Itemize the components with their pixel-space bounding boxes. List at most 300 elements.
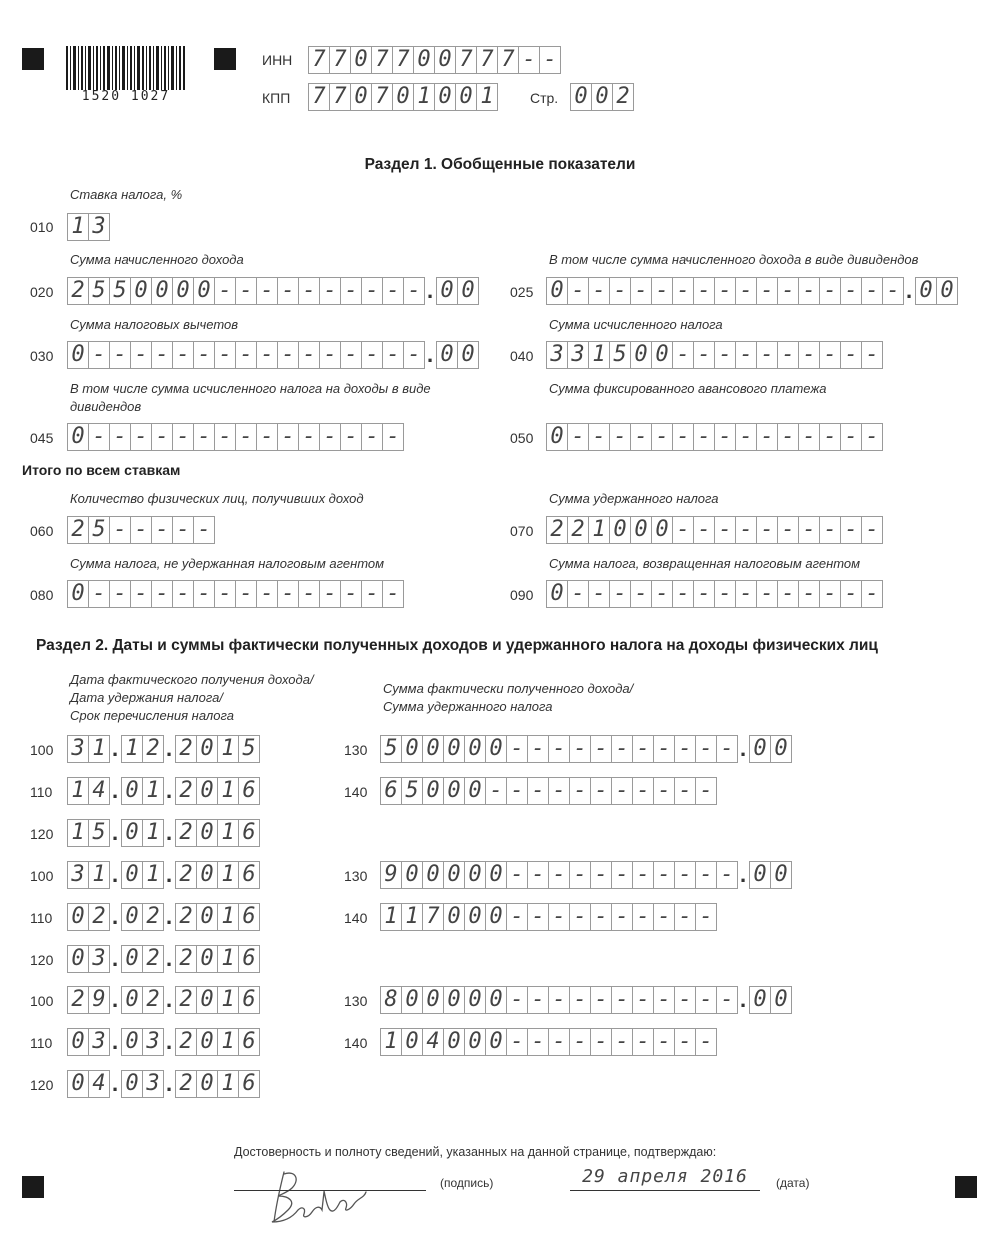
- char-cell: -: [630, 277, 652, 305]
- f040-code: 040: [510, 348, 534, 364]
- date-cell: 0: [196, 986, 218, 1014]
- date-cell: 2: [175, 945, 197, 973]
- kopeck-cell: 0: [457, 341, 479, 369]
- char-cell: 0: [464, 735, 486, 763]
- b1-income-date-field[interactable]: [67, 735, 259, 763]
- char-cell: -: [506, 986, 528, 1014]
- kpp-label: КПП: [262, 90, 291, 106]
- char-cell: 6: [380, 777, 402, 805]
- date-cell: 0: [196, 777, 218, 805]
- char-cell: -: [798, 516, 820, 544]
- char-cell: -: [193, 516, 215, 544]
- char-cell: 0: [401, 735, 423, 763]
- char-cell: 0: [546, 423, 568, 451]
- corner-marker-top-right: [214, 48, 236, 70]
- date-label: (дата): [776, 1176, 810, 1190]
- char-cell: -: [861, 580, 883, 608]
- char-cell: -: [214, 423, 236, 451]
- date-cell: 9: [88, 986, 110, 1014]
- date-cell: 6: [238, 986, 260, 1014]
- char-cell: -: [777, 341, 799, 369]
- char-cell: -: [235, 277, 257, 305]
- date-cell: 6: [238, 1028, 260, 1056]
- char-cell: -: [506, 777, 528, 805]
- char-cell: -: [382, 277, 404, 305]
- char-cell: -: [382, 341, 404, 369]
- char-cell: -: [130, 341, 152, 369]
- kpp-field[interactable]: [308, 83, 497, 111]
- date-cell: 6: [238, 945, 260, 973]
- char-cell: -: [840, 580, 862, 608]
- date-cell: 6: [238, 819, 260, 847]
- f025-dividends-field[interactable]: [546, 277, 957, 305]
- section2-left-caption-line3: Срок перечисления налога: [70, 708, 234, 723]
- b2-code-110: 110: [30, 910, 53, 926]
- char-cell: 1: [413, 83, 435, 111]
- separator-dot: .: [111, 1075, 119, 1096]
- char-cell: -: [672, 341, 694, 369]
- char-cell: -: [861, 423, 883, 451]
- char-cell: -: [798, 277, 820, 305]
- char-cell: -: [632, 903, 654, 931]
- char-cell: 0: [67, 580, 89, 608]
- char-cell: 5: [88, 516, 110, 544]
- char-cell: -: [840, 423, 862, 451]
- char-cell: -: [882, 277, 904, 305]
- page-number-field[interactable]: [570, 83, 633, 111]
- date-cell: 2: [142, 986, 164, 1014]
- separator-dot: .: [165, 824, 173, 845]
- char-cell: -: [609, 423, 631, 451]
- b1-transfer-date-field[interactable]: [67, 819, 259, 847]
- f060-code: 060: [30, 523, 54, 539]
- f060-caption: Количество физических лиц, получивших доход: [70, 491, 364, 506]
- char-cell: -: [653, 1028, 675, 1056]
- char-cell: 0: [401, 1028, 423, 1056]
- char-cell: 2: [67, 516, 89, 544]
- char-cell: -: [527, 903, 549, 931]
- date-cell: 0: [121, 986, 143, 1014]
- date-cell: 1: [217, 986, 239, 1014]
- f020-caption: Сумма начисленного дохода: [70, 252, 244, 267]
- char-cell: 5: [88, 277, 110, 305]
- section2-left-caption-line2: Дата удержания налога/: [70, 690, 223, 705]
- date-cell: 0: [196, 735, 218, 763]
- date-cell: 2: [175, 903, 197, 931]
- date-cell: 3: [67, 735, 89, 763]
- char-cell: -: [277, 580, 299, 608]
- separator-dot: .: [165, 1075, 173, 1096]
- date-cell: 1: [217, 1070, 239, 1098]
- char-cell: -: [798, 423, 820, 451]
- b2-income-date-field[interactable]: [67, 861, 259, 889]
- b3-code-130: 130: [344, 993, 368, 1009]
- char-cell: -: [403, 277, 425, 305]
- b3-income-amount-field[interactable]: [380, 986, 791, 1014]
- char-cell: -: [527, 1028, 549, 1056]
- kopeck-cell: 0: [749, 986, 771, 1014]
- date-cell: 1: [217, 777, 239, 805]
- char-cell: -: [256, 341, 278, 369]
- char-cell: -: [109, 516, 131, 544]
- char-cell: 0: [485, 735, 507, 763]
- signature-label: (подпись): [440, 1176, 494, 1190]
- char-cell: -: [819, 423, 841, 451]
- kopeck-cell: 0: [749, 861, 771, 889]
- char-cell: -: [716, 986, 738, 1014]
- char-cell: -: [172, 580, 194, 608]
- f070-code: 070: [510, 523, 534, 539]
- b3-transfer-date-field[interactable]: [67, 1070, 259, 1098]
- char-cell: -: [567, 277, 589, 305]
- char-cell: -: [756, 341, 778, 369]
- separator-dot: .: [111, 991, 119, 1012]
- date-cell: 2: [175, 735, 197, 763]
- char-cell: -: [819, 580, 841, 608]
- b2-tax-withheld-field[interactable]: [380, 903, 716, 931]
- char-cell: 8: [380, 986, 402, 1014]
- char-cell: 0: [67, 423, 89, 451]
- f070-tax-withheld-field[interactable]: [546, 516, 882, 544]
- char-cell: -: [672, 277, 694, 305]
- char-cell: -: [130, 516, 152, 544]
- char-cell: 0: [401, 861, 423, 889]
- date-cell: 2: [142, 903, 164, 931]
- f020-code: 020: [30, 284, 54, 300]
- char-cell: 0: [485, 861, 507, 889]
- signature-line: [234, 1190, 426, 1191]
- char-cell: -: [609, 277, 631, 305]
- char-cell: -: [588, 423, 610, 451]
- date-cell: 2: [142, 735, 164, 763]
- section2-title: Раздел 2. Даты и суммы фактически полученных доходов и удержанного налога на доходы физических лиц: [36, 637, 878, 654]
- separator-dot: .: [739, 866, 747, 887]
- f040-tax-calculated-field[interactable]: [546, 341, 882, 369]
- char-cell: 0: [401, 986, 423, 1014]
- char-cell: 0: [422, 777, 444, 805]
- date-cell: 1: [217, 1028, 239, 1056]
- date-cell: 6: [238, 1070, 260, 1098]
- f025-caption: В том числе сумма начисленного дохода в виде дивидендов: [549, 252, 919, 267]
- date-cell: 0: [121, 861, 143, 889]
- f070-caption: Сумма удержанного налога: [549, 491, 719, 506]
- b3-code-140: 140: [344, 1035, 368, 1051]
- char-cell: 0: [443, 1028, 465, 1056]
- char-cell: 0: [350, 46, 372, 74]
- char-cell: -: [361, 277, 383, 305]
- char-cell: -: [651, 423, 673, 451]
- char-cell: 1: [67, 213, 89, 241]
- char-cell: -: [861, 341, 883, 369]
- f040-caption: Сумма исчисленного налога: [549, 317, 723, 332]
- char-cell: -: [235, 580, 257, 608]
- char-cell: -: [611, 777, 633, 805]
- date-cell: 1: [217, 903, 239, 931]
- b1-income-amount-field[interactable]: [380, 735, 791, 763]
- kopeck-cell: 0: [749, 735, 771, 763]
- char-cell: -: [506, 903, 528, 931]
- char-cell: -: [340, 341, 362, 369]
- f090-code: 090: [510, 587, 534, 603]
- kopeck-cell: 0: [936, 277, 958, 305]
- date-cell: 1: [217, 735, 239, 763]
- date-cell: 6: [238, 777, 260, 805]
- date-cell: 2: [175, 986, 197, 1014]
- b2-code-120: 120: [30, 952, 54, 968]
- char-cell: -: [590, 986, 612, 1014]
- separator-dot: .: [165, 1033, 173, 1054]
- char-cell: -: [632, 1028, 654, 1056]
- separator-dot: .: [905, 282, 913, 303]
- char-cell: 0: [464, 1028, 486, 1056]
- char-cell: 0: [350, 83, 372, 111]
- f030-code: 030: [30, 348, 54, 364]
- char-cell: -: [319, 277, 341, 305]
- char-cell: 0: [651, 341, 673, 369]
- char-cell: -: [674, 777, 696, 805]
- date-cell: 0: [121, 903, 143, 931]
- b3-tax-withheld-field[interactable]: [380, 1028, 716, 1056]
- char-cell: -: [277, 423, 299, 451]
- separator-dot: .: [426, 346, 434, 367]
- date-cell: 2: [175, 819, 197, 847]
- date-cell: 3: [142, 1028, 164, 1056]
- char-cell: -: [527, 861, 549, 889]
- char-cell: 5: [380, 735, 402, 763]
- char-cell: -: [632, 777, 654, 805]
- b2-income-amount-field[interactable]: [380, 861, 791, 889]
- separator-dot: .: [111, 950, 119, 971]
- char-cell: -: [756, 277, 778, 305]
- char-cell: 0: [485, 1028, 507, 1056]
- char-cell: -: [193, 423, 215, 451]
- char-cell: 3: [88, 213, 110, 241]
- char-cell: -: [298, 423, 320, 451]
- kopeck-cell: 0: [436, 277, 458, 305]
- date-cell: 1: [142, 777, 164, 805]
- date-cell: 0: [121, 1028, 143, 1056]
- char-cell: 0: [422, 735, 444, 763]
- char-cell: -: [193, 341, 215, 369]
- b2-code-140: 140: [344, 910, 368, 926]
- char-cell: -: [518, 46, 540, 74]
- separator-dot: .: [739, 991, 747, 1012]
- char-cell: 2: [546, 516, 568, 544]
- char-cell: -: [172, 423, 194, 451]
- char-cell: -: [590, 1028, 612, 1056]
- char-cell: 0: [422, 986, 444, 1014]
- separator-dot: .: [111, 824, 119, 845]
- char-cell: -: [506, 735, 528, 763]
- char-cell: -: [590, 735, 612, 763]
- b2-withholding-date-field[interactable]: [67, 903, 259, 931]
- char-cell: -: [611, 986, 633, 1014]
- kopeck-cell: 0: [770, 735, 792, 763]
- char-cell: 1: [476, 83, 498, 111]
- char-cell: 0: [443, 735, 465, 763]
- char-cell: 0: [591, 83, 613, 111]
- char-cell: -: [798, 580, 820, 608]
- date-cell: 0: [121, 1070, 143, 1098]
- char-cell: -: [693, 516, 715, 544]
- char-cell: 7: [308, 46, 330, 74]
- f025-code: 025: [510, 284, 534, 300]
- char-cell: 1: [380, 1028, 402, 1056]
- date-cell: 3: [88, 1028, 110, 1056]
- date-cell: 6: [238, 903, 260, 931]
- char-cell: -: [214, 277, 236, 305]
- f060-persons-count-field[interactable]: [67, 516, 214, 544]
- b3-code-110: 110: [30, 1035, 53, 1051]
- char-cell: -: [506, 861, 528, 889]
- date-cell: 0: [196, 945, 218, 973]
- char-cell: -: [735, 277, 757, 305]
- f090-caption: Сумма налога, возвращенная налоговым агентом: [549, 556, 861, 571]
- char-cell: 7: [308, 83, 330, 111]
- kopeck-cell: 0: [436, 341, 458, 369]
- char-cell: -: [109, 341, 131, 369]
- char-cell: -: [653, 735, 675, 763]
- char-cell: -: [193, 580, 215, 608]
- f050-caption: Сумма фиксированного авансового платежа: [549, 381, 827, 396]
- char-cell: -: [235, 341, 257, 369]
- char-cell: -: [840, 341, 862, 369]
- b1-code-120: 120: [30, 826, 54, 842]
- char-cell: -: [840, 277, 862, 305]
- char-cell: 0: [443, 986, 465, 1014]
- date-cell: 2: [175, 1028, 197, 1056]
- char-cell: -: [588, 277, 610, 305]
- char-cell: -: [403, 341, 425, 369]
- inn-field[interactable]: [308, 46, 560, 74]
- char-cell: -: [590, 861, 612, 889]
- char-cell: 5: [401, 777, 423, 805]
- signing-date[interactable]: 29 апреля 2016: [582, 1166, 748, 1187]
- char-cell: 0: [609, 516, 631, 544]
- char-cell: -: [88, 341, 110, 369]
- char-cell: -: [777, 516, 799, 544]
- char-cell: 0: [434, 46, 456, 74]
- char-cell: -: [695, 861, 717, 889]
- char-cell: 0: [422, 861, 444, 889]
- char-cell: -: [588, 580, 610, 608]
- char-cell: -: [840, 516, 862, 544]
- section2-left-caption-line1: Дата фактического получения дохода/: [70, 672, 314, 687]
- char-cell: -: [88, 423, 110, 451]
- char-cell: -: [548, 735, 570, 763]
- inn-label: ИНН: [262, 52, 293, 68]
- f080-code: 080: [30, 587, 54, 603]
- char-cell: -: [569, 735, 591, 763]
- char-cell: -: [382, 580, 404, 608]
- char-cell: -: [630, 580, 652, 608]
- char-cell: -: [567, 423, 589, 451]
- char-cell: -: [256, 423, 278, 451]
- char-cell: -: [653, 777, 675, 805]
- char-cell: 5: [609, 341, 631, 369]
- char-cell: -: [151, 341, 173, 369]
- char-cell: -: [716, 861, 738, 889]
- char-cell: -: [548, 986, 570, 1014]
- b3-income-date-field[interactable]: [67, 986, 259, 1014]
- char-cell: -: [319, 580, 341, 608]
- f020-income-field[interactable]: [67, 277, 478, 305]
- char-cell: -: [235, 423, 257, 451]
- char-cell: 1: [401, 903, 423, 931]
- char-cell: -: [539, 46, 561, 74]
- char-cell: -: [506, 1028, 528, 1056]
- char-cell: -: [819, 277, 841, 305]
- f050-code: 050: [510, 430, 534, 446]
- corner-marker-bottom-right: [955, 1176, 977, 1198]
- b1-withholding-date-field[interactable]: [67, 777, 259, 805]
- char-cell: -: [485, 777, 507, 805]
- char-cell: -: [298, 580, 320, 608]
- separator-dot: .: [165, 908, 173, 929]
- b1-code-110: 110: [30, 784, 53, 800]
- date-cell: 0: [196, 903, 218, 931]
- f045-dividend-tax-field[interactable]: [67, 423, 403, 451]
- char-cell: 0: [443, 861, 465, 889]
- char-cell: 0: [464, 986, 486, 1014]
- char-cell: 7: [455, 46, 477, 74]
- char-cell: 5: [109, 277, 131, 305]
- char-cell: -: [548, 777, 570, 805]
- char-cell: -: [569, 777, 591, 805]
- char-cell: 0: [434, 83, 456, 111]
- char-cell: 0: [443, 777, 465, 805]
- b3-withholding-date-field[interactable]: [67, 1028, 259, 1056]
- char-cell: -: [714, 423, 736, 451]
- char-cell: -: [714, 341, 736, 369]
- f050-advance-payment-field[interactable]: [546, 423, 882, 451]
- char-cell: -: [88, 580, 110, 608]
- date-cell: 1: [88, 735, 110, 763]
- char-cell: -: [714, 516, 736, 544]
- date-cell: 2: [142, 945, 164, 973]
- char-cell: -: [695, 986, 717, 1014]
- barcode-number: 1520 1027: [64, 90, 188, 104]
- b1-tax-withheld-field[interactable]: [380, 777, 716, 805]
- char-cell: -: [569, 1028, 591, 1056]
- date-cell: 3: [67, 861, 89, 889]
- char-cell: 0: [485, 903, 507, 931]
- b1-code-130: 130: [344, 742, 368, 758]
- char-cell: -: [695, 777, 717, 805]
- f030-deductions-field[interactable]: [67, 341, 478, 369]
- f080-tax-not-withheld-field[interactable]: [67, 580, 403, 608]
- date-cell: 5: [238, 735, 260, 763]
- char-cell: -: [361, 580, 383, 608]
- f010-code: 010: [30, 219, 54, 235]
- date-cell: 1: [142, 819, 164, 847]
- char-cell: -: [567, 580, 589, 608]
- char-cell: -: [695, 735, 717, 763]
- date-cell: 0: [67, 903, 89, 931]
- b2-transfer-date-field[interactable]: [67, 945, 259, 973]
- f090-tax-returned-field[interactable]: [546, 580, 882, 608]
- char-cell: 7: [497, 46, 519, 74]
- char-cell: -: [611, 735, 633, 763]
- corner-marker-top-left: [22, 48, 44, 70]
- f010-rate-field[interactable]: [67, 213, 109, 241]
- date-cell: 2: [175, 777, 197, 805]
- char-cell: -: [674, 986, 696, 1014]
- char-cell: -: [695, 903, 717, 931]
- date-cell: 1: [67, 819, 89, 847]
- char-cell: 0: [464, 777, 486, 805]
- char-cell: -: [569, 986, 591, 1014]
